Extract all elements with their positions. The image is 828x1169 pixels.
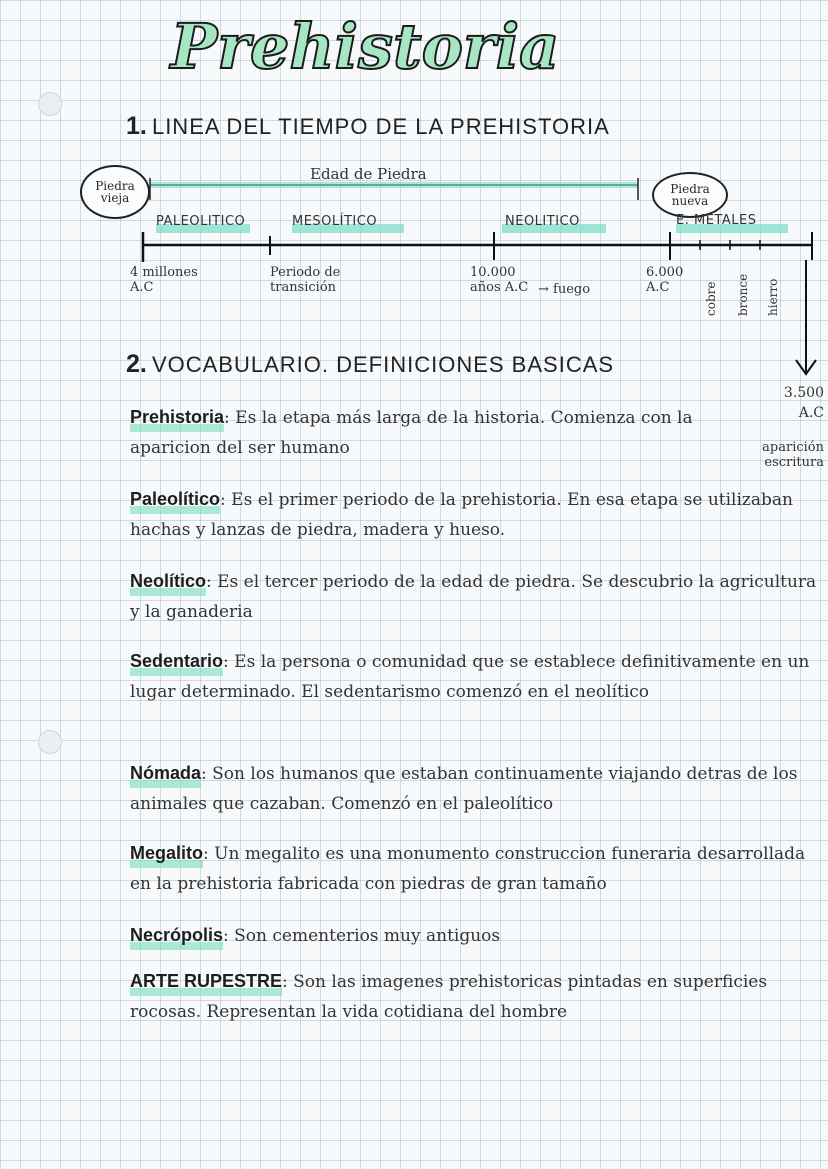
term-neolitico: Neolítico — [130, 571, 207, 591]
definition-nomada — [130, 758, 828, 819]
definition-text: : Es la persona o comunidad que se establece definitivamente en un lugar determinado. El sedentarismo comenzó en el neolítico — [130, 652, 810, 702]
bubble-left: Piedra vieja — [80, 165, 150, 219]
era-label: Edad de Piedra — [310, 165, 427, 183]
definition-sedentario — [130, 646, 828, 707]
definition-text: : Un megalito es una monumento construccion funeraria desarrollada en la prehistoria fabricada con piedras de gran tamaño — [130, 844, 806, 894]
date-neolithic: 10.000 años A.C — [470, 265, 529, 295]
term-nomada: Nómada — [130, 763, 202, 783]
term-arte-rupestre: ARTE RUPESTRE — [130, 971, 283, 991]
definition-text: : Son los humanos que estaban continuamente viajando detras de los animales que cazaban. Comenzó en el paleolítico — [130, 764, 798, 814]
definition-text: : Son las imagenes prehistoricas pintadas en superficies rocosas. Representan la vida cotidiana del hombre — [130, 972, 768, 1022]
section2-title: VOCABULARIO. DEFINICIONES BASICAS — [151, 352, 615, 377]
metal-hierro: hierro — [766, 278, 780, 316]
period-metales: E. METALES — [676, 213, 757, 228]
metal-bronce: bronce — [736, 273, 750, 316]
section2-heading — [126, 350, 614, 379]
definition-text: : Son cementerios muy antiguos — [223, 926, 501, 946]
date-end: 3.500 A.C — [783, 385, 824, 421]
term-paleolitico: Paleolítico — [130, 489, 221, 509]
definition-necropolis — [130, 920, 828, 951]
binder-hole — [38, 730, 62, 754]
term-sedentario: Sedentario — [130, 651, 224, 671]
section1-title: LINEA DEL TIEMPO DE LA PREHISTORIA — [151, 114, 610, 139]
period-neolitico: NEOLITICO — [505, 214, 580, 229]
definition-text: : Es el primer periodo de la prehistoria. En esa etapa se utilizaban hachas y lanzas de piedra, madera y hueso. — [130, 490, 793, 540]
period-paleolitico: PALEOLITICO — [156, 214, 246, 229]
definition-neolitico — [130, 566, 828, 627]
title-text: Prehistoria — [170, 10, 560, 83]
metal-cobre: cobre — [704, 281, 718, 316]
term-prehistoria: Prehistoria — [130, 407, 225, 427]
definition-paleolitico — [130, 484, 828, 545]
definition-arte-rupestre — [130, 966, 828, 1027]
date-start: 4 millones A.C — [130, 265, 198, 295]
section1-number: 1. — [126, 112, 147, 140]
term-necropolis: Necrópolis — [130, 925, 224, 945]
definition-megalito — [130, 838, 828, 899]
date-transition: Periodo de transición — [270, 265, 341, 295]
fire-note: → fuego — [538, 282, 591, 297]
date-metals: 6.000 A.C — [646, 265, 684, 295]
definition-text: : Es el tercer periodo de la edad de piedra. Se descubrio la agricultura y la ganaderia — [130, 572, 817, 622]
section2-number: 2. — [126, 350, 147, 378]
bubble-right: Piedra nueva — [652, 172, 728, 218]
definition-prehistoria — [130, 402, 730, 463]
writing-note: aparición escritura — [762, 440, 824, 470]
period-mesolitico: MESOLÍTICO — [292, 214, 378, 229]
term-megalito: Megalito — [130, 843, 204, 863]
definition-text: : Es la etapa más larga de la historia. Comienza con la aparicion del ser humano — [130, 408, 693, 458]
